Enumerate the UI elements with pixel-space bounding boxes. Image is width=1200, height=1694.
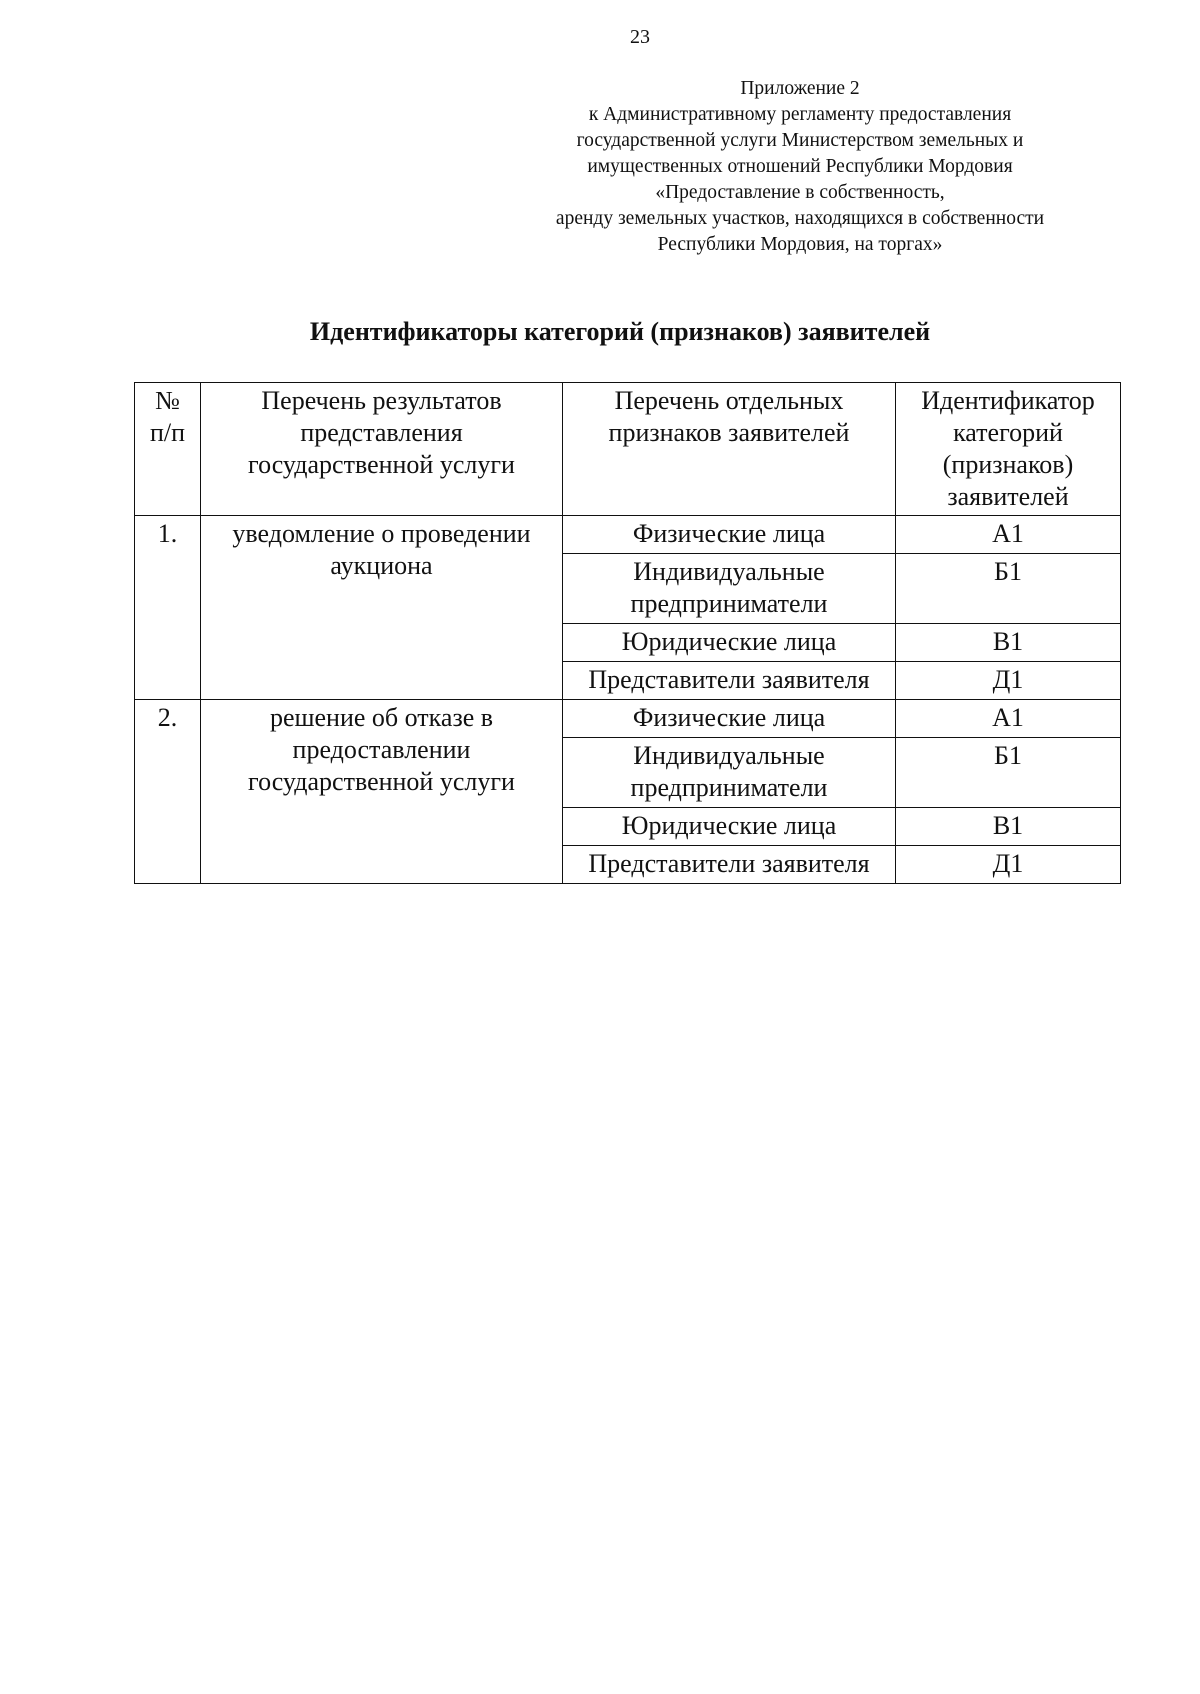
header-text: государственной услуги [248, 450, 515, 479]
sign-cell [563, 846, 896, 884]
table-row [135, 516, 1121, 554]
sign-text: Индивидуальные [633, 557, 825, 586]
header-identifier [896, 383, 1121, 516]
result-cell [201, 700, 563, 884]
header-text: Идентификатор [921, 386, 1095, 415]
row-number-cell [135, 700, 201, 884]
header-result [201, 383, 563, 516]
sign-text: Индивидуальные [633, 741, 825, 770]
sign-text: предприниматели [630, 589, 828, 618]
sign-cell [563, 808, 896, 846]
sign-cell [563, 516, 896, 554]
page-number: 23 [630, 26, 650, 48]
annex-line: государственной услуги Министерством земельных и [576, 130, 1024, 151]
annex-header [500, 76, 1100, 258]
annex-line: Приложение 2 [740, 78, 860, 99]
identifier-code: В1 [992, 811, 1024, 840]
sign-text: Физические лица [632, 703, 826, 732]
result-text: уведомление о проведении [232, 519, 531, 548]
identifier-code: Б1 [994, 557, 1022, 586]
sign-text: Юридические лица [621, 627, 837, 656]
sign-text: Представители заявителя [588, 665, 870, 694]
identifier-code: Д1 [992, 849, 1024, 878]
result-cell [201, 516, 563, 700]
annex-line: Республики Мордовия, на торгах» [657, 234, 943, 255]
sign-cell [563, 554, 896, 624]
sign-cell [563, 624, 896, 662]
annex-line: имущественных отношений Республики Мордовия [587, 156, 1013, 177]
identifier-code: А1 [992, 519, 1024, 548]
identifier-cell [896, 516, 1121, 554]
header-number [135, 383, 201, 516]
result-text: аукциона [330, 551, 433, 580]
identifier-cell [896, 662, 1121, 700]
header-text: признаков заявителей [608, 418, 850, 447]
header-text: категорий [953, 418, 1063, 447]
document-title: Идентификаторы категорий (признаков) заявителей [309, 317, 931, 346]
sign-text: Физические лица [632, 519, 826, 548]
header-text: № [155, 386, 180, 415]
identifier-code: А1 [992, 703, 1024, 732]
sign-text: Юридические лица [621, 811, 837, 840]
identifier-cell [896, 738, 1121, 808]
table-row [135, 700, 1121, 738]
table-header-row [135, 383, 1121, 516]
sign-text: Представители заявителя [588, 849, 870, 878]
identifier-cell [896, 554, 1121, 624]
result-text: государственной услуги [248, 767, 515, 796]
header-text: (признаков) [942, 450, 1074, 479]
identifier-code: Б1 [994, 741, 1022, 770]
sign-cell [563, 662, 896, 700]
identifier-cell [896, 846, 1121, 884]
row-number-cell [135, 516, 201, 700]
header-text: п/п [149, 418, 186, 447]
result-text: решение об отказе в [269, 703, 494, 732]
header-text: Перечень отдельных [614, 386, 844, 415]
annex-line: «Предоставление в собственность, [655, 182, 945, 203]
sign-cell [563, 738, 896, 808]
header-text: представления [300, 418, 463, 447]
annex-line: аренду земельных участков, находящихся в собственности [555, 208, 1045, 229]
header-text: заявителей [947, 482, 1069, 511]
identifier-cell [896, 624, 1121, 662]
identifier-code: В1 [992, 627, 1024, 656]
identifier-cell [896, 808, 1121, 846]
row-number: 2. [157, 703, 178, 732]
header-text: Перечень результатов [261, 386, 502, 415]
result-text: предоставлении [292, 735, 471, 764]
row-number: 1. [157, 519, 178, 548]
sign-text: предприниматели [630, 773, 828, 802]
identifiers-table [134, 382, 1121, 884]
identifier-code: Д1 [992, 665, 1024, 694]
header-signs [563, 383, 896, 516]
identifier-cell [896, 700, 1121, 738]
annex-line: к Административному регламенту предоставления [588, 104, 1012, 125]
sign-cell [563, 700, 896, 738]
